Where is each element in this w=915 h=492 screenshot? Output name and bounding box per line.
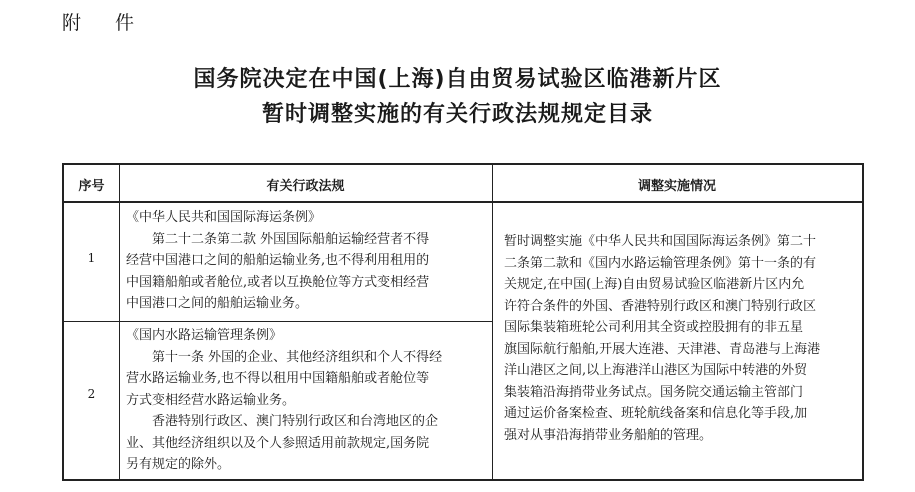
header-regulation: 有关行政法规	[266, 178, 345, 194]
regulation-text-line: 中国籍船舶或者舱位,或者以互换舱位等方式变相经营	[126, 274, 430, 290]
regulation-text-line: 业、其他经济组织以及个人参照适用前款规定,国务院	[126, 435, 430, 451]
regulation-text-line: 香港特别行政区、澳门特别行政区和台湾地区的企	[152, 414, 439, 429]
regulation-name: 《国内水路运输管理条例》	[126, 328, 283, 343]
document-title-line-2: 暂时调整实施的有关行政法规规定目录	[261, 102, 653, 127]
regulations-table	[62, 163, 864, 481]
adjustment-text-line: 旗国际航行船舶,开展大连港、天津港、青岛港与上海港	[504, 341, 821, 357]
document-title-line-1: 国务院决定在中国(上海)自由贸易试验区临港新片区	[193, 67, 722, 92]
adjustment-text-line: 洋山港区之间,以上海港洋山港区为国际中转港的外贸	[504, 363, 808, 378]
adjustment-text-line: 国际集装箱班轮公司利用其全资或控股拥有的非五星	[504, 320, 804, 335]
regulation-text-line: 营水路运输业务,也不得以租用中国籍船舶或者舱位等	[126, 371, 430, 386]
regulation-name: 《中华人民共和国国际海运条例》	[126, 210, 322, 225]
column-divider	[119, 165, 120, 479]
column-divider	[492, 165, 493, 479]
row-divider	[64, 321, 492, 322]
adjustment-text-line: 集装箱沿海捎带业务试点。国务院交通运输主管部门	[504, 384, 804, 400]
regulation-text-line: 第十一条 外国的企业、其他经济组织和个人不得经	[152, 349, 443, 365]
attachment-label: 附 件	[62, 12, 149, 34]
header-index: 序号	[78, 178, 105, 194]
adjustment-text-line: 强对从事沿海捎带业务船舶的管理。	[504, 427, 713, 443]
regulation-text-line: 另有规定的除外。	[126, 457, 231, 472]
header-adjustment: 调整实施情况	[637, 178, 716, 194]
adjustment-text	[504, 231, 820, 446]
adjustment-text-line: 暂时调整实施《中华人民共和国国际海运条例》第二十	[504, 234, 817, 249]
regulation-text-line: 第二十二条第二款 外国国际船舶运输经营者不得	[152, 231, 430, 247]
adjustment-text-line: 二条第二款和《国内水路运输管理条例》第十一条的有	[504, 255, 817, 271]
adjustment-text-line: 通过运价备案检查、班轮航线备案和信息化等手段,加	[504, 406, 808, 421]
adjustment-text-line: 关规定,在中国(上海)自由贸易试验区临港新片区内允	[504, 277, 805, 292]
regulation-text-line: 方式变相经营水路运输业务。	[126, 392, 296, 408]
row-2-regulation	[126, 325, 442, 476]
regulation-text-line: 经营中国港口之间的船舶运输业务,也不得利用租用的	[126, 253, 430, 268]
adjustment-text-line: 许符合条件的外国、香港特别行政区和澳门特别行政区	[504, 298, 817, 314]
row-1-index: 1	[87, 251, 96, 265]
row-1-regulation	[126, 207, 429, 315]
regulation-text-line: 中国港口之间的船舶运输业务。	[126, 296, 309, 311]
row-2-index: 2	[87, 387, 96, 401]
